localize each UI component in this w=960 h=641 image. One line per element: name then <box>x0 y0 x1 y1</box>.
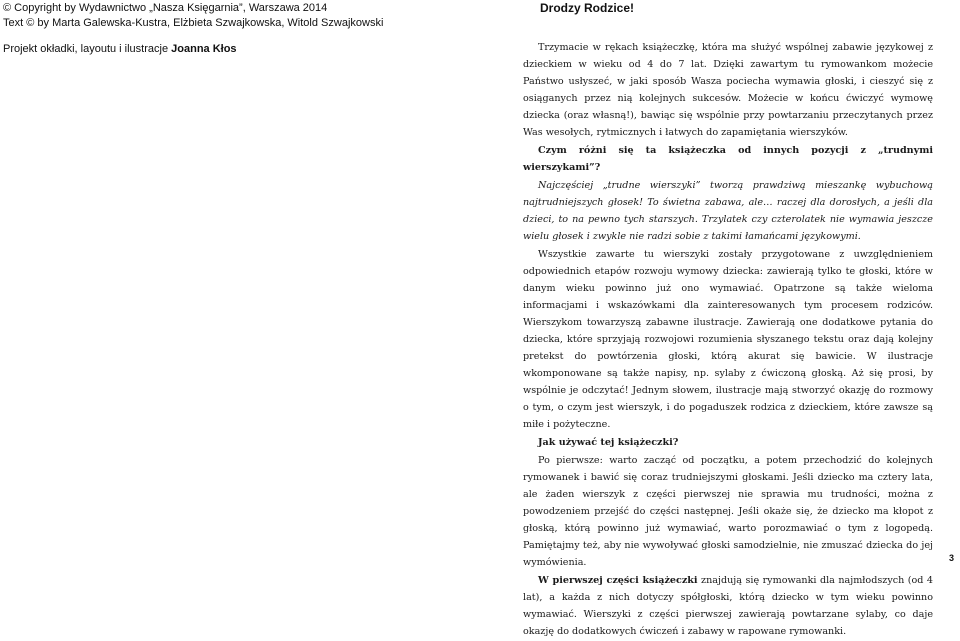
body-text <box>523 39 933 641</box>
paragraph-tongue-twisters <box>523 177 933 245</box>
paragraph-intro: Trzymacie w rękach książeczkę, która ma służyć wspólnej zabawie językowej z dzieckiem w wieku od 4 do 7 lat. Dzięki zawartym tu rymowankom możecie Państwo usłyszeć, w jaki sposób Wasza pociecha wymawia głoski, i cieszyć się z osiąganych przez nią kolejnych sukcesów. Możecie w końcu ćwiczyć wymowę dziecka (oraz własną!), bawiąc się wspólnie przy powtarzaniu przeczytanych przez Was wesołych, rytmicznych i łatwych do zapamiętania wierszyków. <box>523 42 933 138</box>
cover-credits <box>3 42 237 57</box>
copyright-publisher: © Copyright by Wydawnictwo „Nasza Księgarnia”, Warszawa 2014 <box>3 2 328 14</box>
credits-label: Projekt okładki, layoutu i ilustracje <box>3 43 172 55</box>
paragraph-first-step: Po pierwsze: warto zacząć od początku, a potem przechodzić do kolejnych rymowanek i bawić się coraz trudniejszymi głoskami. Jeśli dziecko ma cztery lata, ale żaden wierszyk z części pierwszej nie sprawia mu trudności, można z powodzeniem przejść do części następnej. Jeśli okaże się, że dziecko ma kłopot z głoską, którą powinno już wymawiać, warto porozmawiać o tym z logopedą. Pamiętajmy też, aby nie wywoływać głoski samodzielnie, nie zmuszać dziecka do jej wymówienia. <box>523 455 933 568</box>
paragraph-first-part <box>523 572 933 640</box>
question-differences: Czym różni się ta książeczka od innych pozycji z „trudnymi wierszykami”? <box>523 145 933 173</box>
left-page <box>0 0 478 566</box>
copyright-text-authors: Text © by Marta Galewska-Kustra, Elżbieta Szwajkowska, Witold Szwajkowski <box>3 17 384 29</box>
page-heading: Drodzy Rodzice! <box>540 1 635 15</box>
first-part-text: znajdują się rymowanki dla najmłodszych (od 4 lat), a każda z nich dotyczy spółgłoski, którą dziecko w tym wieku powinno wymawiać. Wierszyki z części pierwszej zawierają powtarzane sylaby, co daje okazję do dodatkowych ćwiczeń i zabawy w rapowane rymowanki. <box>523 575 933 637</box>
illustrator-name: Joanna Kłos <box>171 43 237 55</box>
paragraph-tongue-twisters-start: Najczęściej „trudne wierszyki” tworzą prawdziwą mieszankę wybuchową najtrudniejszych głosek! To świetna zabawa, ale <box>523 180 933 208</box>
right-page <box>482 0 960 637</box>
first-part-label: W pierwszej części książeczki <box>538 575 698 586</box>
question-how-to-use: Jak używać tej książeczki? <box>538 437 679 448</box>
paragraph-contents: Wszystkie zawarte tu wierszyki zostały przygotowane z uwzględnieniem odpowiednich etapów rozwoju wymowy dziecka: zawierają tylko te głoski, które w danym wieku powinno już ono wymawiać. Opatrzone są także wieloma informacjami i wskazówkami dla zainteresowanych tym procesem rodziców. Wierszykom towarzyszą zabawne ilustracje. Zawierają one dodatkowe pytania do dziecka, które sprzyjają rozwojowi rozumienia słyszanego tekstu oraz dają kolejny pretekst do powtórzenia głoski, którą akurat się bawicie. W ilustracje wkomponowane są także napisy, np. sylaby z ćwiczoną głoską. Aż się prosi, by wspólnie je odczytać! Jednym słowem, ilustracje mają stworzyć okazję do rozmowy o tym, o czym jest wierszyk, i do pogaduszek rodzica z dzieckiem, które zawsze są miłe i pożyteczne. <box>523 249 933 430</box>
page-number: 3 <box>948 553 954 563</box>
copyright-block <box>3 1 383 31</box>
paragraph-tongue-twisters-end: … raczej dla dorosłych, a jeśli dla dzieci, to na pewno tych starszych. Trzylatek czy czterolatek nie wymawia jeszcze wielu głosek i zwykle nie radzi sobie z takimi łamańcami językowymi. <box>523 197 933 242</box>
